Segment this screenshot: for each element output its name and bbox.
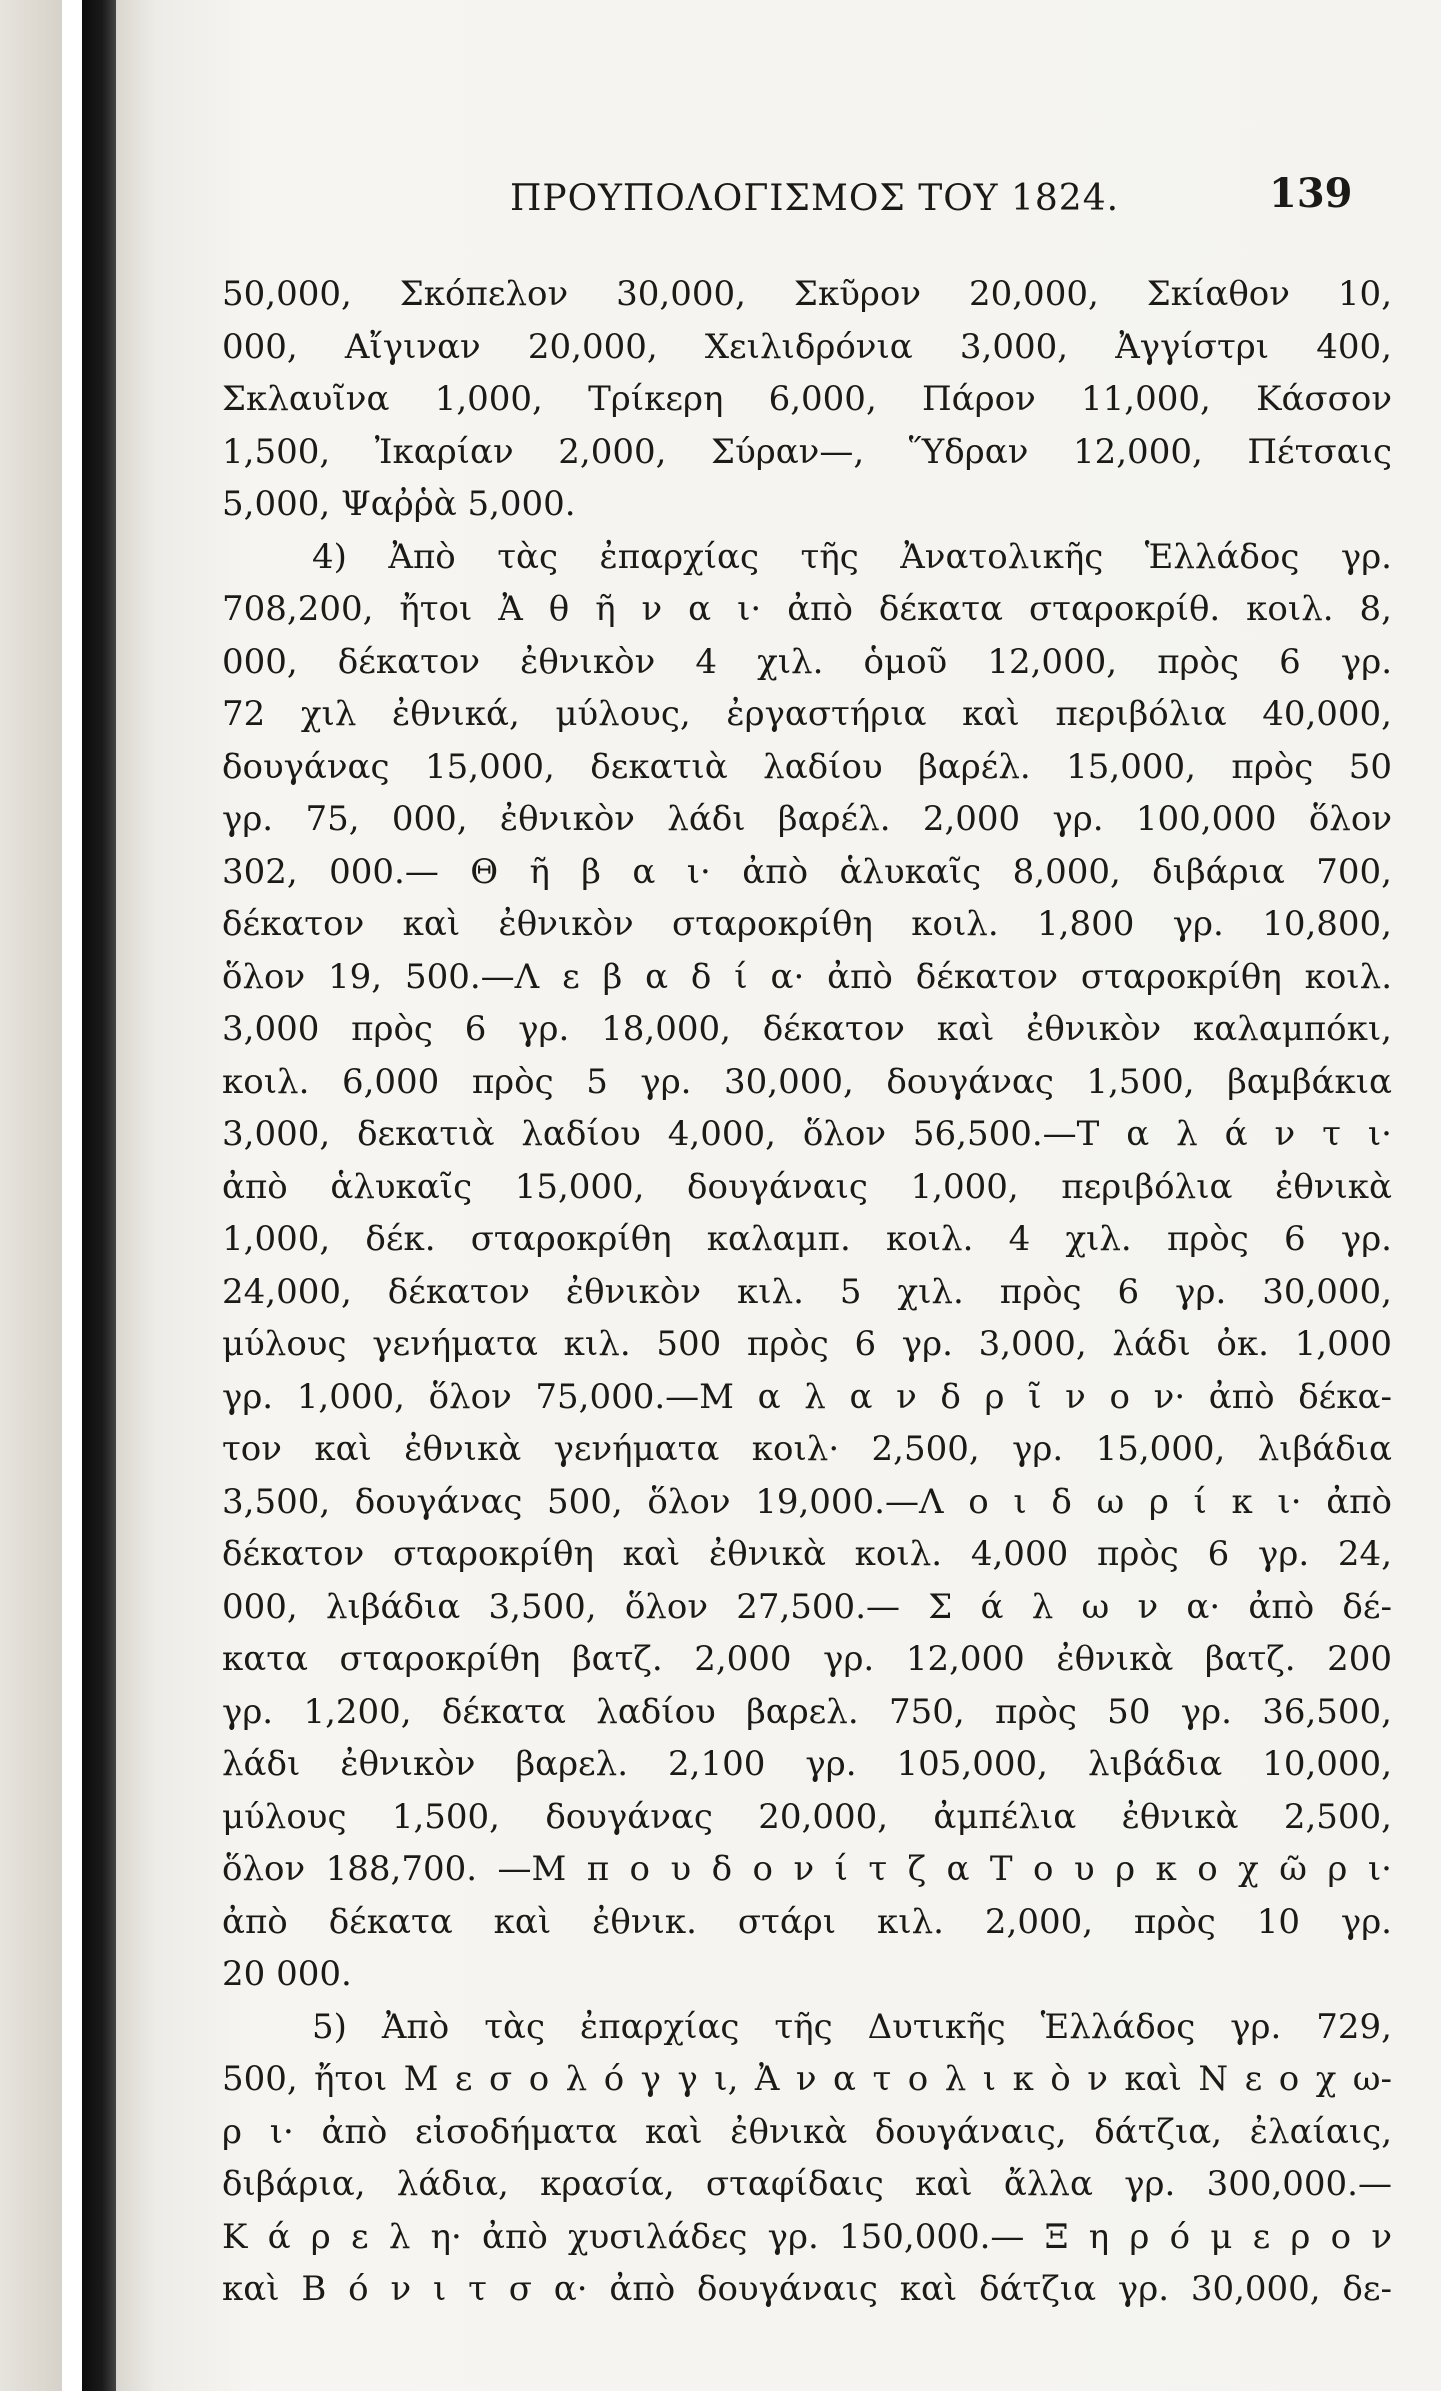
text-line: 3,500, δουγάνας 500, ὅλον 19,000.—Λ ο ι δ ω ρ ί κ ι· ἀπὸ bbox=[222, 1481, 1392, 1522]
text-line: κοιλ. 6,000 πρὸς 5 γρ. 30,000, δουγάνας 1,500, βαμβάκια bbox=[222, 1061, 1392, 1102]
text-line: ἀπὸ ἁλυκαῖς 15,000, δουγάναις 1,000, περιβόλια ἐθνικὰ bbox=[222, 1166, 1392, 1207]
text-line: 000, λιβάδια 3,500, ὅλον 27,500.— Σ ά λ ω ν α· ἀπὸ δέ- bbox=[222, 1586, 1392, 1627]
text-line: γρ. 75, 000, ἐθνικὸν λάδι βαρέλ. 2,000 γρ. 100,000 ὅλον bbox=[222, 799, 1392, 839]
text-line: 708,200, ἤτοι Ἀ θ ῆ ν α ι· ἀπὸ δέκατα σταροκρίθ. κοιλ. 8, bbox=[222, 589, 1392, 629]
text-line: τον καὶ ἐθνικὰ γενήματα κοιλ· 2,500, γρ. 15,000, λιβάδια bbox=[222, 1429, 1392, 1469]
text-line: 3,000, δεκατιὰ λαδίου 4,000, ὅλον 56,500.—Τ α λ ά ν τ ι· bbox=[222, 1114, 1392, 1154]
text-line: ἀπὸ δέκατα καὶ ἐθνικ. στάρι κιλ. 2,000, πρὸς 10 γρ. bbox=[222, 1901, 1392, 1942]
text-line: 000, δέκατον ἐθνικὸν 4 χιλ. ὁμοῦ 12,000, πρὸς 6 γρ. bbox=[222, 641, 1392, 682]
text-line: Κ ά ρ ε λ η· ἀπὸ χυσιλάδες γρ. 150,000.— Ξ η ρ ό μ ε ρ ο ν bbox=[222, 2216, 1392, 2257]
text-line: ὅλον 188,700. —Μ π ο υ δ ο ν ί τ ζ α Τ ο υ ρ κ ο χ ῶ ρ ι· bbox=[222, 1849, 1392, 1889]
paragraph-first-line: 4) Ἀπὸ τὰς ἐπαρχίας τῆς Ἀνατολικῆς Ἑλλάδος γρ. bbox=[312, 536, 1392, 577]
text-line: δέκατον σταροκρίθη καὶ ἐθνικὰ κοιλ. 4,000 πρὸς 6 γρ. 24, bbox=[222, 1534, 1392, 1574]
text-line: γρ. 1,200, δέκατα λαδίου βαρελ. 750, πρὸς 50 γρ. 36,500, bbox=[222, 1691, 1392, 1732]
text-line: 1,000, δέκ. σταροκρίθη καλαμπ. κοιλ. 4 χιλ. πρὸς 6 γρ. bbox=[222, 1219, 1392, 1259]
text-line: κατα σταροκρίθη βατζ. 2,000 γρ. 12,000 ἐθνικὰ βατζ. 200 bbox=[222, 1639, 1392, 1679]
text-line: ὅλον 19, 500.—Λ ε β α δ ί α· ἀπὸ δέκατον σταροκρίθη κοιλ. bbox=[222, 956, 1392, 997]
text-line: 50,000, Σκόπελον 30,000, Σκῦρον 20,000, Σκίαθον 10, bbox=[222, 274, 1392, 314]
text-line: 24,000, δέκατον ἐθνικὸν κιλ. 5 χιλ. πρὸς 6 γρ. 30,000, bbox=[222, 1271, 1392, 1312]
page-number: 139 bbox=[1269, 170, 1353, 217]
text-line: 1,500, Ἰκαρίαν 2,000, Σύραν—, Ὕδραν 12,000, Πέτσαις bbox=[222, 431, 1392, 472]
text-line: 3,000 πρὸς 6 γρ. 18,000, δέκατον καὶ ἐθνικὸν καλαμπόκι, bbox=[222, 1009, 1392, 1049]
book-binding-gutter bbox=[82, 0, 116, 2391]
text-line: δουγάνας 15,000, δεκατιὰ λαδίου βαρέλ. 15,000, πρὸς 50 bbox=[222, 746, 1392, 787]
text-line: δέκατον καὶ ἐθνικὸν σταροκρίθη κοιλ. 1,800 γρ. 10,800, bbox=[222, 904, 1392, 944]
facing-page-margin bbox=[0, 0, 62, 2391]
text-line: 000, Αἴγιναν 20,000, Χειλιδρόνια 3,000, Ἀγγίστρι 400, bbox=[222, 326, 1392, 367]
text-line: λάδι ἐθνικὸν βαρελ. 2,100 γρ. 105,000, λιβάδια 10,000, bbox=[222, 1744, 1392, 1784]
text-line: διβάρια, λάδια, κρασία, σταφίδαις καὶ ἄλλα γρ. 300,000.— bbox=[222, 2164, 1392, 2204]
text-line: 302, 000.— Θ ῆ β α ι· ἀπὸ ἁλυκαῖς 8,000, διβάρια 700, bbox=[222, 851, 1392, 892]
text-line: μύλους γενήματα κιλ. 500 πρὸς 6 γρ. 3,000, λάδι ὀκ. 1,000 bbox=[222, 1324, 1392, 1364]
paragraph-last-line: 20 000. bbox=[222, 1954, 352, 1994]
paragraph-first-line: 5) Ἀπὸ τὰς ἐπαρχίας τῆς Δυτικῆς Ἑλλάδος γρ. 729, bbox=[312, 2006, 1392, 2047]
text-line: ρ ι· ἀπὸ εἰσοδήματα καὶ ἐθνικὰ δουγάναις, δάτζια, ἐλαίαις, bbox=[222, 2111, 1392, 2152]
body-text bbox=[222, 268, 1392, 2316]
text-line: μύλους 1,500, δουγάνας 20,000, ἀμπέλια ἐθνικὰ 2,500, bbox=[222, 1796, 1392, 1837]
text-line: 72 χιλ ἐθνικά, μύλους, ἐργαστήρια καὶ περιβόλια 40,000, bbox=[222, 694, 1392, 734]
running-head: ΠΡΟΥΠΟΛΟΓΙΣΜΟΣ ΤΟΥ 1824. bbox=[510, 178, 1120, 219]
text-line: καὶ Β ό ν ι τ σ α· ἀπὸ δουγάναις καὶ δάτζια γρ. 30,000, δε- bbox=[222, 2269, 1392, 2309]
text-line: Σκλαυῖνα 1,000, Τρίκερη 6,000, Πάρον 11,000, Κάσσον bbox=[222, 379, 1392, 419]
text-line: γρ. 1,000, ὅλον 75,000.—Μ α λ α ν δ ρ ῖ ν ο ν· ἀπὸ δέκα- bbox=[222, 1376, 1392, 1417]
text-line: 500, ἤτοι Μ ε σ ο λ ό γ γ ι, Ἀ ν α τ ο λ ι κ ὸ ν καὶ Ν ε ο χ ω- bbox=[222, 2059, 1392, 2099]
paragraph-last-line: 5,000, Ψαῤῥὰ 5,000. bbox=[222, 484, 576, 524]
